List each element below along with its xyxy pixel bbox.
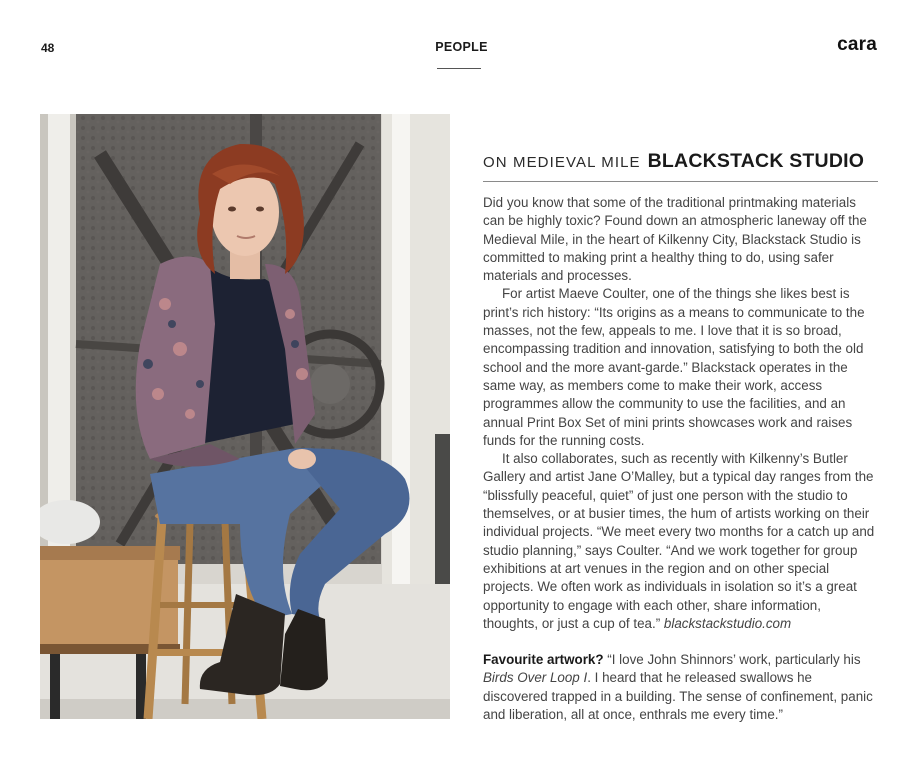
paragraph-text: It also collaborates, such as recently with Kilkenny’s Butler Gallery and artist Jane O’Malley, but a typical day ranges from the “blissfully peaceful, quiet” of just one person with the studio to themselves, or at busier times, the hum of artists working on their individual projects. “We meet every two months for a catch up and studio planning,” says Coulter. “And we work together for group exhibitions at art venues in the region and on other special projects. We often work as individuals in isolation so it’s a great opportunity to engage with each other, share information, thoughts, or just a cup of tea.” — [483, 451, 875, 631]
brand-logo: cara — [837, 34, 877, 55]
article-paragraph: For artist Maeve Coulter, one of the things she likes best is print’s rich history: “Its origins as a means to communicate to the masses, not the few, appeals to me. I love that it is so broad, encompassing tradition and innovation, satisfying to both the old school and the more avant-garde.” Blackstack operates in the same way, as members come to make their work, access programmes allow the community to use the facilities, and an annual Print Box Set of mini prints showcases work and raises funds for the running costs. — [483, 286, 865, 448]
page-number: 48 — [41, 41, 55, 55]
section-divider — [437, 68, 481, 69]
favourite-label: Favourite artwork? — [483, 652, 604, 668]
favourite-text: . I heard that he released swallows he discovered trapped in a building. The sense of confinement, panic and liberation, all at once, enthrals me every time.” — [483, 670, 873, 723]
article-kicker: ON MEDIEVAL MILE — [483, 154, 641, 171]
favourite-text: “I love John Shinnors’ work, particularly his — [603, 652, 861, 668]
website-link[interactable]: blackstackstudio.com — [663, 615, 792, 631]
article-headline: BLACKSTACK STUDIO — [647, 150, 865, 172]
article — [483, 150, 878, 724]
artist-portrait-photo — [40, 114, 450, 719]
article-body — [483, 194, 878, 724]
artwork-title: Birds Over Loop I — [483, 670, 588, 686]
article-paragraph: Did you know that some of the traditional printmaking materials can be highly toxic? Found down an atmospheric laneway off the Medieval Mile, in the heart of Kilkenny City, Blackstack Studio is committed to making print a healthy thing to do, using safer materials and processes. — [483, 195, 867, 284]
article-paragraph — [483, 450, 878, 633]
section-label: PEOPLE — [435, 40, 488, 54]
favourite-artwork — [483, 651, 878, 724]
article-heading — [483, 150, 878, 182]
